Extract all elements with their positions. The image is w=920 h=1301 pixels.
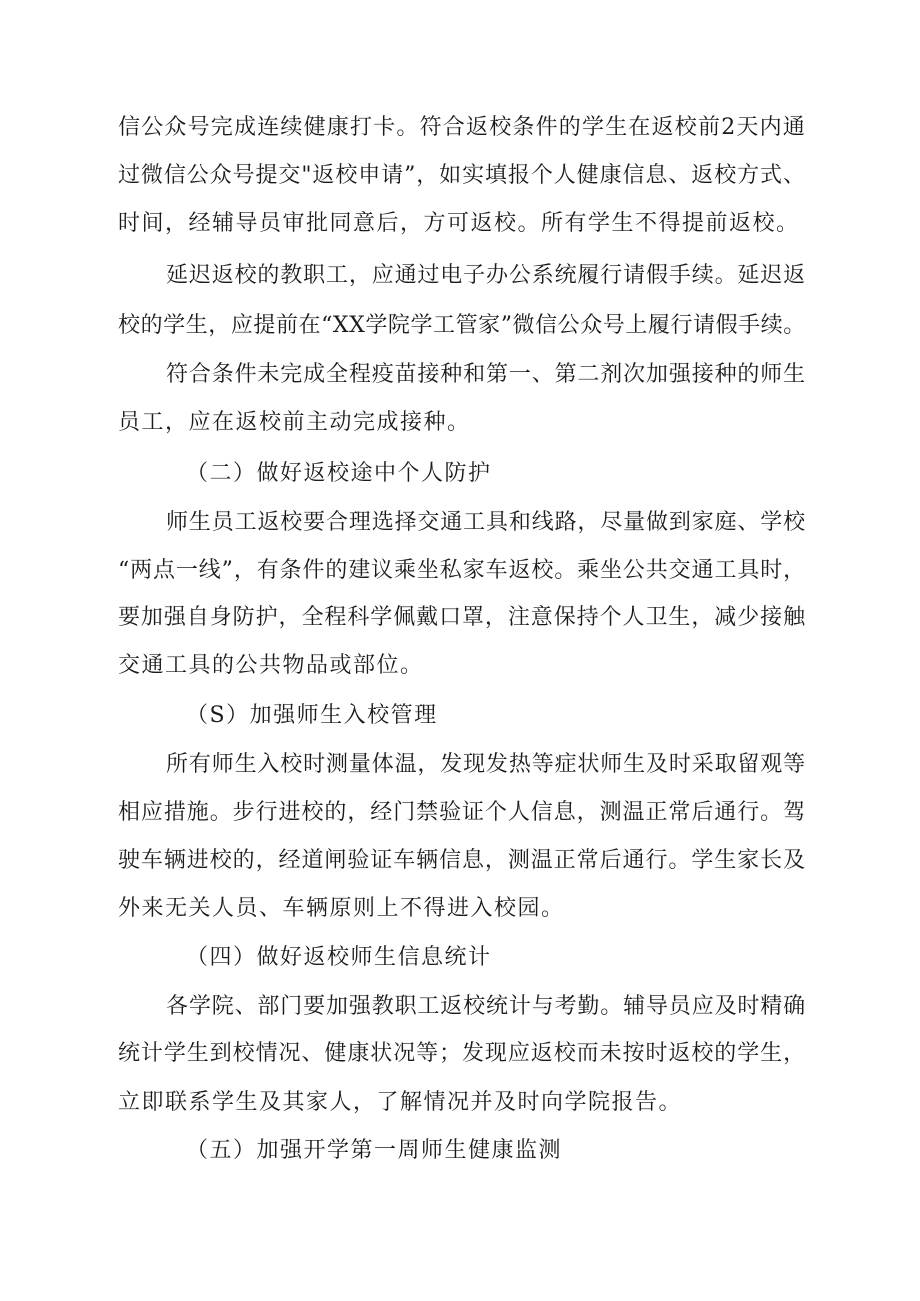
paragraph-line: 交通工具的公共物品或部位。 xyxy=(118,653,424,678)
paragraph-line: 相应措施。步行进校的，经门禁验证个人信息，测温正常后通行。驾 xyxy=(118,800,807,825)
section-heading: （S）加强师生入校管理 xyxy=(186,703,438,728)
paragraph-line: 校的学生，应提前在“XX学院学工管家”微信公众号上履行请假手续。 xyxy=(118,313,806,338)
paragraph-line: 统计学生到校情况、健康状况等；发现应返校而未按时返校的学生， xyxy=(118,1041,807,1066)
paragraph-line: 所有师生入校时测量体温，发现发热等症状师生及时采取留观等 xyxy=(166,752,807,777)
paragraph-line: 员工，应在返校前主动完成接种。 xyxy=(118,410,471,435)
section-heading: （二）做好返校途中个人防护 xyxy=(186,461,492,486)
paragraph-line: 立即联系学生及其家人，了解情况并及时向学院报告。 xyxy=(118,1090,683,1115)
section-heading: （四）做好返校师生信息统计 xyxy=(186,945,492,970)
paragraph-line: 符合条件未完成全程疫苗接种和第一、第二剂次加强接种的师生 xyxy=(166,362,807,387)
paragraph-line: 各学院、部门要加强教职工返校统计与考勤。辅导员应及时精确 xyxy=(166,994,807,1019)
paragraph-line: 延迟返校的教职工，应通过电子办公系统履行请假手续。延迟返 xyxy=(166,263,807,288)
paragraph-line: 外来无关人员、车辆原则上不得进入校园。 xyxy=(118,896,565,921)
paragraph-line: 要加强自身防护，全程科学佩戴口罩，注意保持个人卫生，减少接触 xyxy=(118,605,807,630)
section-heading: （五）加强开学第一周师生健康监测 xyxy=(186,1138,563,1163)
paragraph-line: 师生员工返校要合理选择交通工具和线路，尽量做到家庭、学校 xyxy=(166,510,807,535)
paragraph-line: “两点一线”，有条件的建议乘坐私家车返校。乘坐公共交通工具时， xyxy=(118,558,806,583)
paragraph-line: 时间，经辅导员审批同意后，方可返校。所有学生不得提前返校。 xyxy=(118,211,800,236)
paragraph-line: 过微信公众号提交"返校申请”，如实填报个人健康信息、返校方式、 xyxy=(118,163,806,188)
paragraph-line: 驶车辆进校的，经道闸验证车辆信息，测温正常后通行。学生家长及 xyxy=(118,848,807,873)
paragraph-line: 信公众号完成连续健康打卡。符合返校条件的学生在返校前2天内通 xyxy=(118,115,806,140)
